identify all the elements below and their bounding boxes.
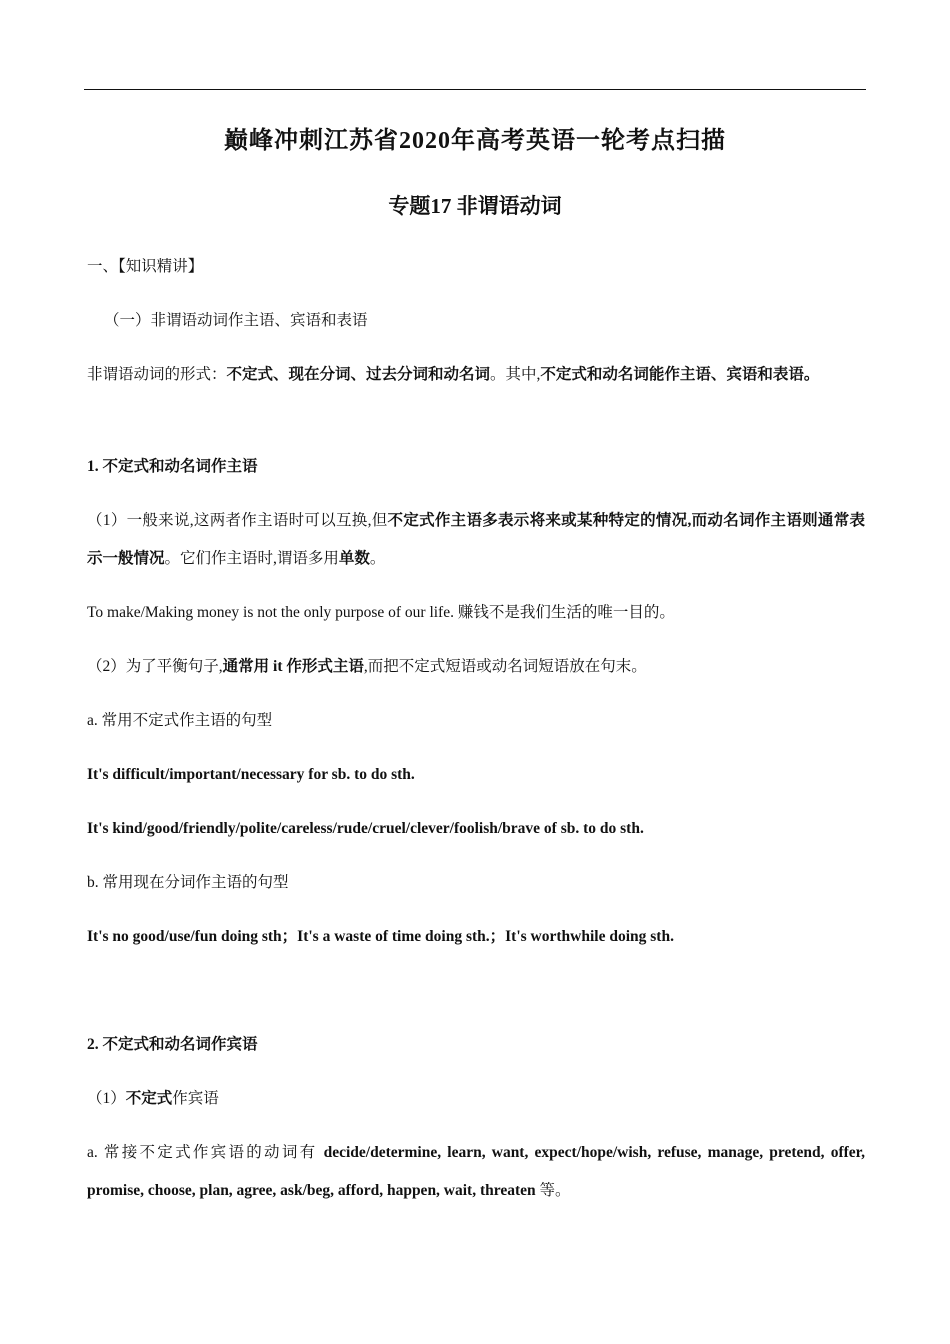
intro-text-1: 非谓语动词的形式：: [87, 366, 227, 383]
heading-1-text: 1. 不定式和动名词作主语: [87, 458, 258, 475]
point-b: [87, 864, 865, 902]
p3-text-1: （1）: [87, 1090, 126, 1107]
p1-text-2: 。它们作主语时,谓语多用: [164, 550, 339, 567]
p1-bold-1: 不定式作主语多表示将来或某种特定的情况,而动名词作主语则通常表示一般情况: [87, 512, 865, 567]
p1-text-3: 。: [369, 550, 386, 567]
intro-paragraph: [87, 356, 865, 394]
pattern-3-text: It's no good/use/fun doing sth；It's a waste of time doing sth.；It's worthwhile doing sth.: [87, 928, 674, 945]
p4-text-2: 等。: [535, 1182, 571, 1199]
document-title: 巅峰冲刺江苏省2020年高考英语一轮考点扫描: [224, 128, 726, 154]
subsection-heading: [104, 302, 882, 340]
section-heading-text: 一、【知识精讲】: [87, 258, 204, 275]
intro-bold-1: 不定式、现在分词、过去分词和动名词: [226, 366, 491, 383]
pattern-2: [87, 810, 865, 848]
intro-text-2: 。其中,: [490, 366, 541, 383]
paragraph-3: [87, 1080, 865, 1118]
document-subtitle: 专题17 非谓语动词: [388, 194, 562, 218]
point-b-text: b. 常用现在分词作主语的句型: [87, 874, 289, 891]
point-a-text: a. 常用不定式作主语的句型: [87, 712, 273, 729]
p2-text-1: （2）为了平衡句子,: [87, 658, 223, 675]
pattern-2-text: It's kind/good/friendly/polite/careless/rude/cruel/clever/foolish/brave of sb. to do sth.: [87, 820, 644, 837]
pattern-1-text: It's difficult/important/necessary for sb. to do sth.: [87, 766, 415, 783]
heading-1: [87, 448, 865, 486]
paragraph-4: [87, 1134, 865, 1210]
pattern-1: [87, 756, 865, 794]
point-a: [87, 702, 865, 740]
header-rule: [84, 89, 866, 90]
p3-bold-1: 不定式: [125, 1090, 173, 1107]
intro-bold-2: 不定式和动名词能作主语、宾语和表语。: [540, 366, 820, 383]
p1-text-1: （1）一般来说,这两者作主语时可以互换,但: [87, 512, 388, 529]
example-1: [87, 594, 865, 632]
heading-2: [87, 1026, 865, 1064]
example-1-text: To make/Making money is not the only purpose of our life. 赚钱不是我们生活的唯一目的。: [87, 604, 675, 621]
heading-2-text: 2. 不定式和动名词作宾语: [87, 1036, 258, 1053]
paragraph-1: [87, 502, 865, 578]
p4-text-1: a. 常接不定式作宾语的动词有: [87, 1144, 324, 1161]
p1-bold-2: 单数: [338, 550, 370, 567]
p2-bold-1: 通常用 it 作形式主语: [222, 658, 364, 675]
p4-bold-1: decide/determine, learn, want, expect/hope/wish, refuse, manage, pretend, offer, promise, choose, plan, agree, ask/beg, afford, happen, wait, threaten: [87, 1144, 865, 1199]
section-heading-knowledge: [87, 248, 865, 286]
p2-text-2: ,而把不定式短语或动名词短语放在句末。: [363, 658, 647, 675]
paragraph-2: [87, 648, 865, 686]
pattern-3: [87, 918, 865, 956]
p3-text-2: 作宾语: [172, 1090, 219, 1107]
subsection-heading-text: （一）非谓语动词作主语、宾语和表语: [104, 312, 368, 329]
